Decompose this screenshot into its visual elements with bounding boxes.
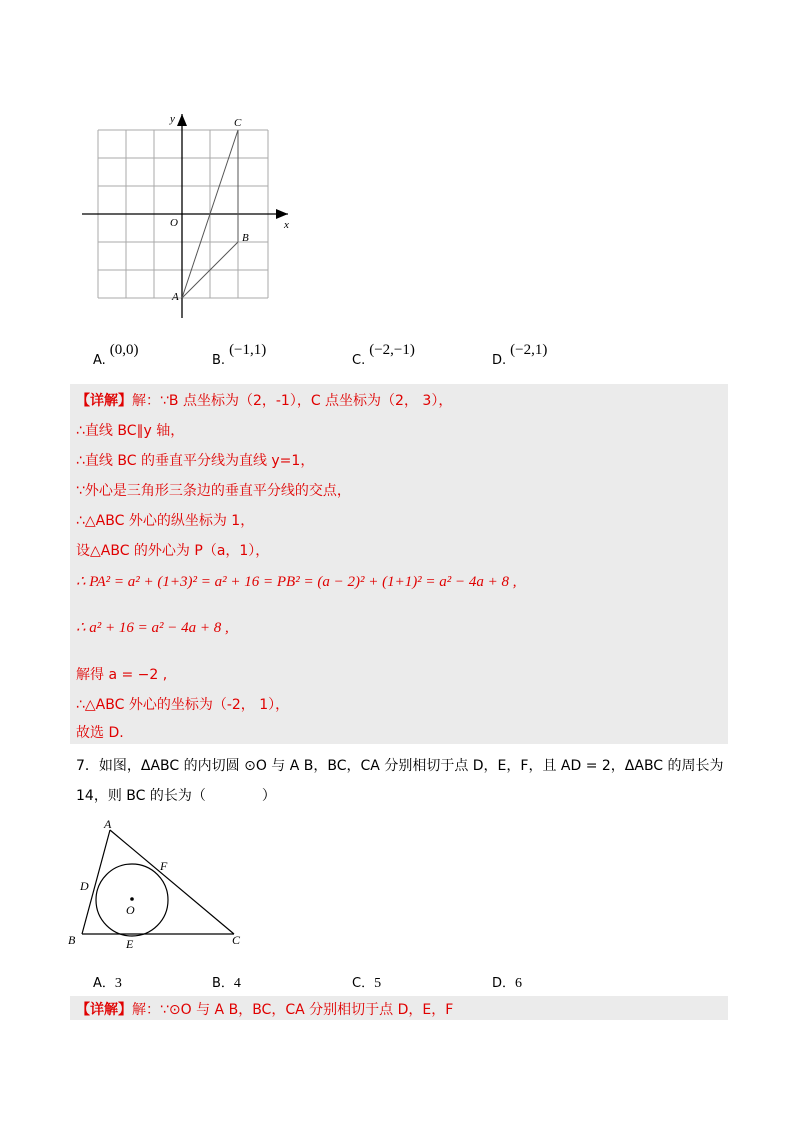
solution-6-line-11: 故选 D. <box>76 725 124 741</box>
option-value: (−1,1) <box>229 342 267 358</box>
option-label: B. <box>212 353 226 368</box>
q7-option-c[interactable] <box>352 972 381 992</box>
q6-option-c[interactable] <box>352 342 415 369</box>
option-value: (−2,−1) <box>369 342 415 358</box>
q6-option-a[interactable] <box>93 342 139 369</box>
option-label: C. <box>352 353 366 368</box>
point-d-label: D <box>80 879 89 893</box>
option-value: (−2,1) <box>510 342 548 358</box>
solution-6-line-5: ∴△ABC 外心的纵坐标为 1， <box>76 513 255 529</box>
solution-7-line-1: 【详解】解：∵⊙O 与 A B，BC，CA 分别相切于点 D，E，F <box>76 1002 454 1018</box>
q6-option-b[interactable] <box>212 342 267 369</box>
point-a-label-2: A <box>104 817 112 831</box>
solution-6-line-9: 解得 a = −2 , <box>76 667 168 683</box>
option-value: 3 <box>114 976 122 991</box>
point-c-label-2: C <box>232 933 241 947</box>
axes <box>82 114 288 318</box>
question-7-line-1: 7．如图，ΔABC 的内切圆 ⊙O 与 A B，BC，CA 分别相切于点 D，E，F，且 AD = 2，ΔABC 的周长为 <box>76 758 724 774</box>
solution-6-equation-1: ∴ PA² = a² + (1+3)² = a² + 16 = PB² = (a − 2)² + (1+1)² = a² − 4a + 8 , <box>76 574 517 590</box>
option-value: 4 <box>233 976 241 991</box>
center-dot <box>130 897 134 901</box>
solution-6-line-2: ∴直线 BC∥y 轴， <box>76 423 185 439</box>
question-7-line-2: 14，则 BC 的长为（ ） <box>76 788 276 804</box>
coordinate-graph <box>78 108 298 320</box>
option-label: A. <box>93 353 106 368</box>
q7-option-d[interactable] <box>492 972 522 992</box>
solution-7-panel <box>70 996 728 1020</box>
solution-6-line-10: ∴△ABC 外心的坐标为（-2， 1）， <box>76 697 290 713</box>
point-b-label: B <box>242 232 249 244</box>
point-o-label: O <box>126 903 135 917</box>
q7-option-b[interactable] <box>212 972 241 992</box>
point-c-label: C <box>234 117 242 129</box>
solution-6-line-4: ∵外心是三角形三条边的垂直平分线的交点， <box>76 483 351 499</box>
detail-tag: 【详解】 <box>76 1002 132 1018</box>
detail-tag: 【详解】 <box>76 393 132 409</box>
x-axis-label: x <box>284 219 289 231</box>
solution-6-line-1: 【详解】解：∵B 点坐标为（2，-1），C 点坐标为（2， 3）， <box>76 393 453 409</box>
incircle-diagram <box>64 816 254 950</box>
option-value: 5 <box>374 976 382 991</box>
solution-6-line-6: 设△ABC 的外心为 P（a，1）， <box>76 543 270 559</box>
option-label: D. <box>492 353 507 368</box>
option-label: C． <box>352 976 375 991</box>
origin-label: O <box>170 217 178 229</box>
solution-6-line-3: ∴直线 BC 的垂直平分线为直线 y=1， <box>76 453 315 469</box>
point-f-label: F <box>160 859 168 873</box>
q7-option-a[interactable] <box>93 972 122 992</box>
option-label: B． <box>212 976 234 991</box>
option-value: (0,0) <box>109 342 139 358</box>
y-axis-label: y <box>170 113 175 125</box>
y-axis-arrow <box>177 114 187 126</box>
point-e-label: E <box>126 937 134 950</box>
solution-6-panel <box>70 384 728 744</box>
point-a-label: A <box>172 291 179 303</box>
x-axis-arrow <box>276 209 288 219</box>
option-value: 6 <box>515 976 523 991</box>
solution-6-equation-2: ∴ a² + 16 = a² − 4a + 8 , <box>76 620 229 636</box>
option-label: D． <box>492 976 516 991</box>
q6-option-d[interactable] <box>492 342 548 369</box>
option-label: A． <box>93 976 115 991</box>
triangle-abc-2 <box>82 830 234 934</box>
point-b-label-2: B <box>68 933 76 947</box>
